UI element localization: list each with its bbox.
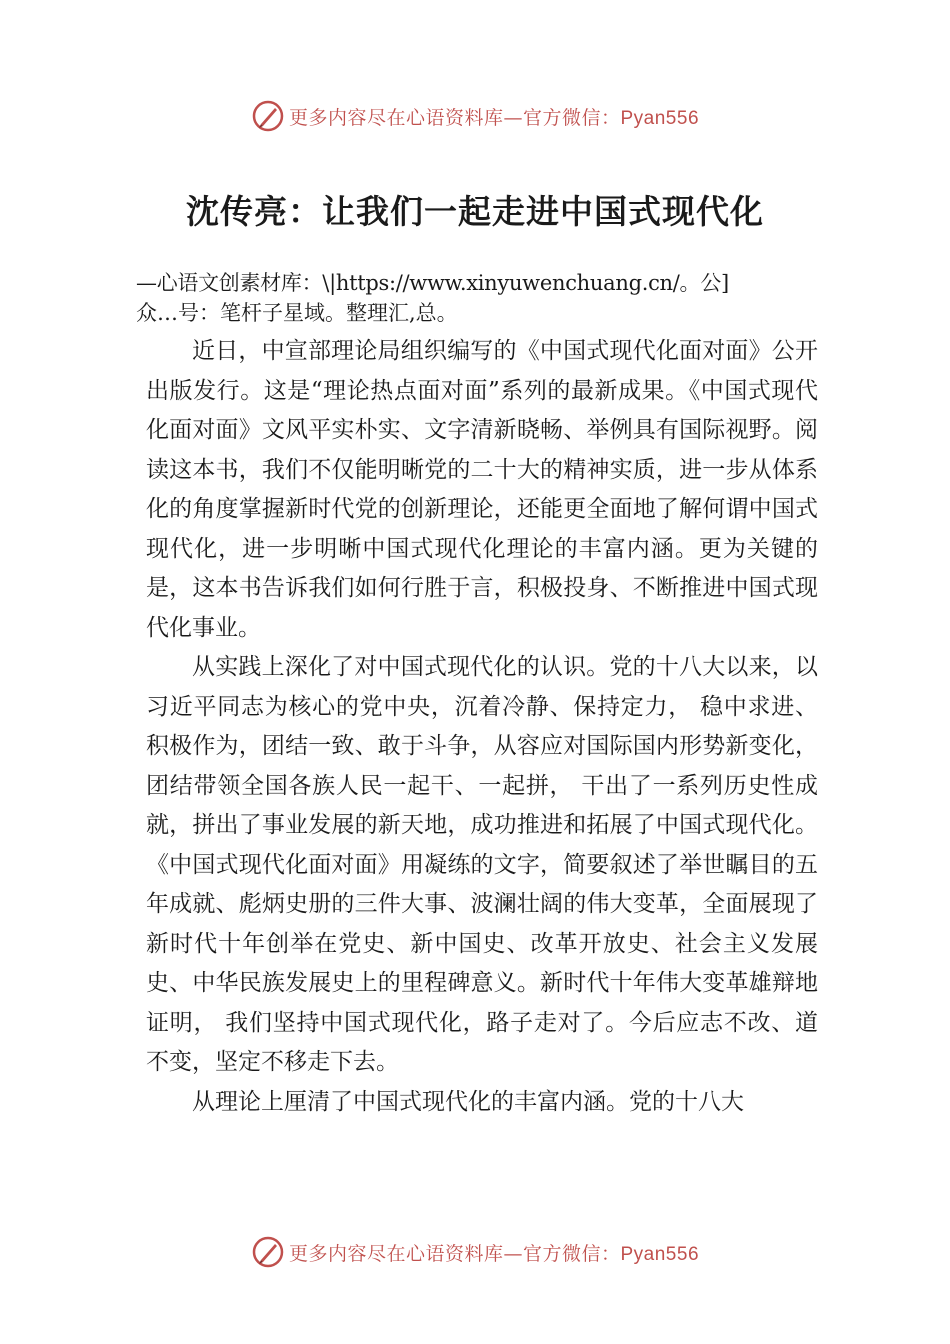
- footer-banner: [0, 1232, 950, 1272]
- paragraph: 从实践上深化了对中国式现代化的认识。党的十八大以来，以习近平同志为核心的党中央，沉着冷静、保持定力， 稳中求进、积极作为，团结一致、敢于斗争，从容应对国际国内形势新变化，团结带领全国各族人民一起干、一起拼， 干出了一系列历史性成就，拼出了事业发展的新天地，成功推进和拓展了中国式现代化。《中国式现代化面对面》用凝练的文字，简要叙述了举世瞩目的五年成就、彪炳史册的三件大事、波澜壮阔的伟大变革，全面展现了新时代十年创举在党史、新中国史、改革开放史、社会主义发展史、中华民族发展史上的里程碑意义。新时代十年伟大变革雄辩地证明， 我们坚持中国式现代化，路子走对了。今后应志不改、道不变，坚定不移走下去。: [146, 654, 818, 1075]
- banner-text: 更多内容尽在心语资料库—官方微信：Pyan556: [288, 106, 700, 129]
- wechat-id: Pyan556: [620, 1243, 700, 1265]
- article-body: [146, 332, 818, 1122]
- header-banner: [0, 96, 950, 136]
- paragraph: 近日，中宣部理论局组织编写的《中国式现代化面对面》公开出版发行。这是“理论热点面对面”系列的最新成果。《中国式现代化面对面》文风平实朴实、文字清新晓畅、举例具有国际视野。阅读这本书，我们不仅能明晰党的二十大的精神实质，进一步从体系化的角度掌握新时代党的创新理论，还能更全面地了解何谓中国式现代化，进一步明晰中国式现代化理论的丰富内涵。更为关键的是，这本书告诉我们如何行胜于言，积极投身、不断推进中国式现代化事业。: [146, 338, 818, 641]
- article-title: 沈传亮：让我们一起走进中国式现代化: [186, 192, 764, 231]
- pen-logo-icon: [251, 99, 285, 133]
- banner-text: 更多内容尽在心语资料库—官方微信：Pyan556: [288, 1242, 700, 1265]
- source-line-2: 众…号：笔杆子星域。整理汇,总。: [136, 301, 458, 325]
- source-note: [136, 268, 844, 328]
- source-line-1: —心语文创素材库：\|https://www.xinyuwenchuang.cn/。公]: [136, 271, 729, 295]
- pen-logo-icon: [251, 1235, 285, 1269]
- wechat-id: Pyan556: [620, 107, 700, 129]
- paragraph: 从理论上厘清了中国式现代化的丰富内涵。党的十八大: [192, 1088, 744, 1115]
